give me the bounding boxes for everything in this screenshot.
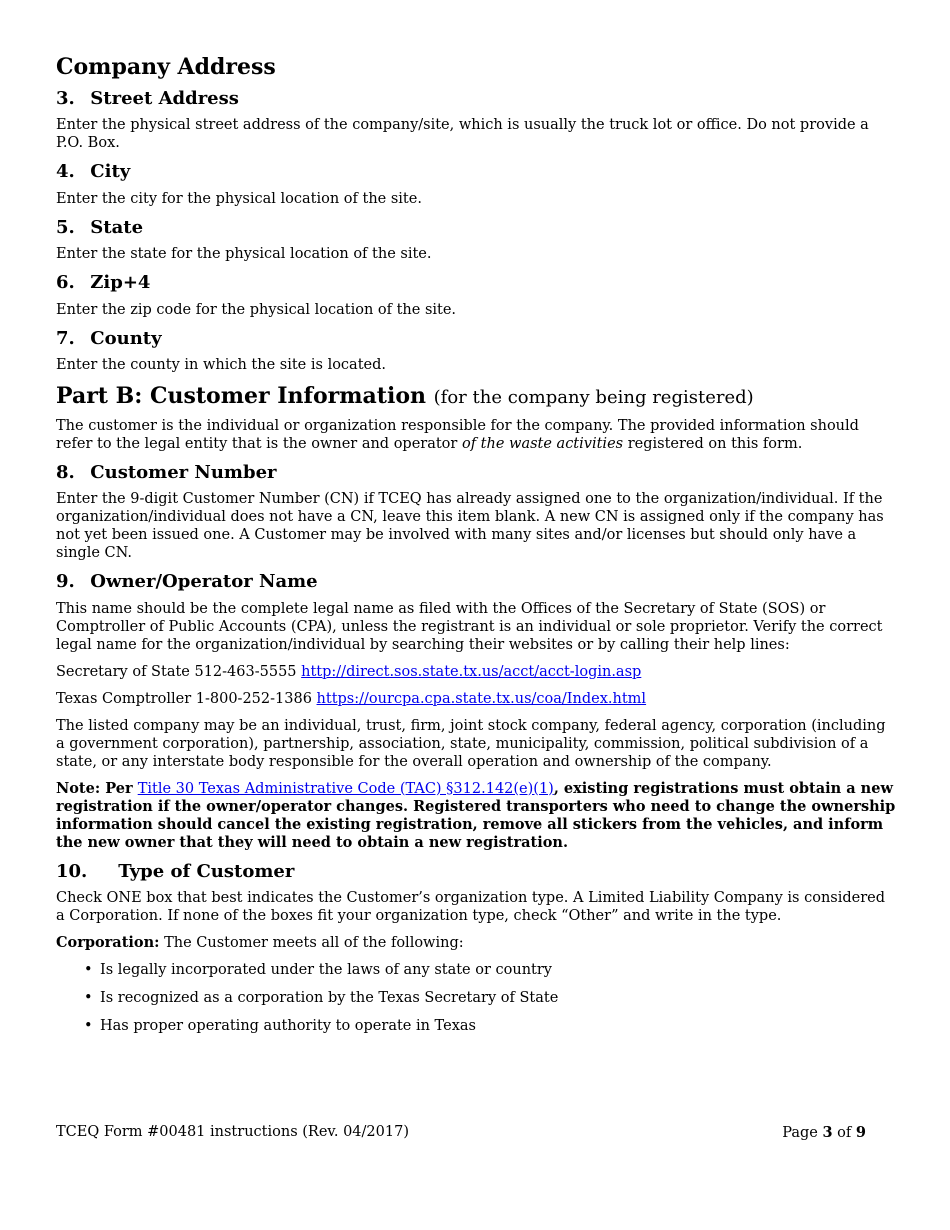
item-7-heading: 7. County <box>56 327 162 349</box>
item-4-heading: 4. City <box>56 161 131 182</box>
item-6-heading: 6. Zip+4 <box>56 272 151 293</box>
sos-line: Secretary of State 512-463-5555 http://direct.sos.state.tx.us/acct/acct-login.asp <box>56 663 642 680</box>
part-b-subheading: (for the company being registered) <box>433 387 754 408</box>
listed-company-text: The listed company may be an individual, trust, firm, joint stock company, federal agency, corporation (including a government corporation), partnership, association, state, municipality, commission, political subdivision of a state, or any interstate body responsible for the overall operation and ownership of the company. <box>56 717 886 770</box>
sos-link[interactable]: http://direct.sos.state.tx.us/acct/acct-login.asp <box>301 663 642 680</box>
list-item: • Is legally incorporated under the laws of any state or country <box>86 961 896 979</box>
item-3-heading: 3. Street Address <box>56 87 239 109</box>
item-8-heading: 8. Customer Number <box>56 461 277 483</box>
corporation-line: Corporation: The Customer meets all of the following: <box>56 934 464 951</box>
item-8-body: Enter the 9-digit Customer Number (CN) if TCEQ has already assigned one to the organization/individual. If the organization/individual does not have a CN, leave this item blank. A new CN is assigned only if the company has not yet been issued one. A Customer may be involved with many sites and/or licenses but should only have a single CN. <box>56 491 884 561</box>
document-page <box>56 54 896 1045</box>
list-item: • Has proper operating authority to operate in Texas <box>86 1017 896 1035</box>
form-id: TCEQ Form #00481 instructions (Rev. 04/2017) <box>56 1124 409 1140</box>
list-item: • Is recognized as a corporation by the Texas Secretary of State <box>86 989 896 1007</box>
item-4-body: Enter the city for the physical location of the site. <box>56 190 422 207</box>
item-9-body: This name should be the complete legal name as filed with the Offices of the Secretary of State (SOS) or Comptroller of Public Accounts (CPA), unless the registrant is an individual or sole proprietor. Verify the correct legal name for the organization/individual by searching their websites or by calling their help lines: <box>56 600 883 653</box>
item-9-heading: 9. Owner/Operator Name <box>56 571 318 592</box>
corporation-criteria-list <box>56 961 896 1035</box>
item-6-body: Enter the zip code for the physical location of the site. <box>56 301 457 318</box>
item-7-body: Enter the county in which the site is located. <box>56 357 386 373</box>
company-address-items <box>56 88 896 375</box>
item-10-body: Check ONE box that best indicates the Customer’s organization type. A Limited Liability Company is considered a Corporation. If none of the boxes fit your organization type, check “Other” and write in the type. <box>56 890 886 924</box>
item-10-heading: 10. Type of Customer <box>56 860 295 882</box>
part-b-intro: The customer is the individual or organization responsible for the company. The provided information should refer to the legal entity that is the owner and operator of the waste activities registered on this form. <box>56 417 859 452</box>
page-footer <box>56 1124 866 1141</box>
company-address-heading: Company Address <box>56 54 276 80</box>
page-number: Page 3 of 9 <box>782 1124 866 1141</box>
cpa-line: Texas Comptroller 1-800-252-1386 https://ourcpa.cpa.state.tx.us/coa/Index.html <box>56 690 647 707</box>
item-5-body: Enter the state for the physical location of the site. <box>56 246 432 262</box>
note-paragraph: Note: Per Title 30 Texas Administrative Code (TAC) §312.142(e)(1), existing registrations must obtain a new registration if the owner/operator changes. Registered transporters who need to change the ownership information should cancel the existing registration, remove all stickers from the vehicles, and inform the new owner that they will need to obtain a new registration. <box>56 779 896 851</box>
cpa-link[interactable]: https://ourcpa.cpa.state.tx.us/coa/Index.html <box>316 690 647 707</box>
part-b-heading: Part B: Customer Information (for the company being registered) <box>56 383 754 409</box>
tac-link[interactable]: Title 30 Texas Administrative Code (TAC) §312.142(e)(1) <box>137 780 554 797</box>
item-5-heading: 5. State <box>56 216 144 238</box>
item-3-body: Enter the physical street address of the company/site, which is usually the truck lot or office. Do not provide a P.O. Box. <box>56 117 869 151</box>
